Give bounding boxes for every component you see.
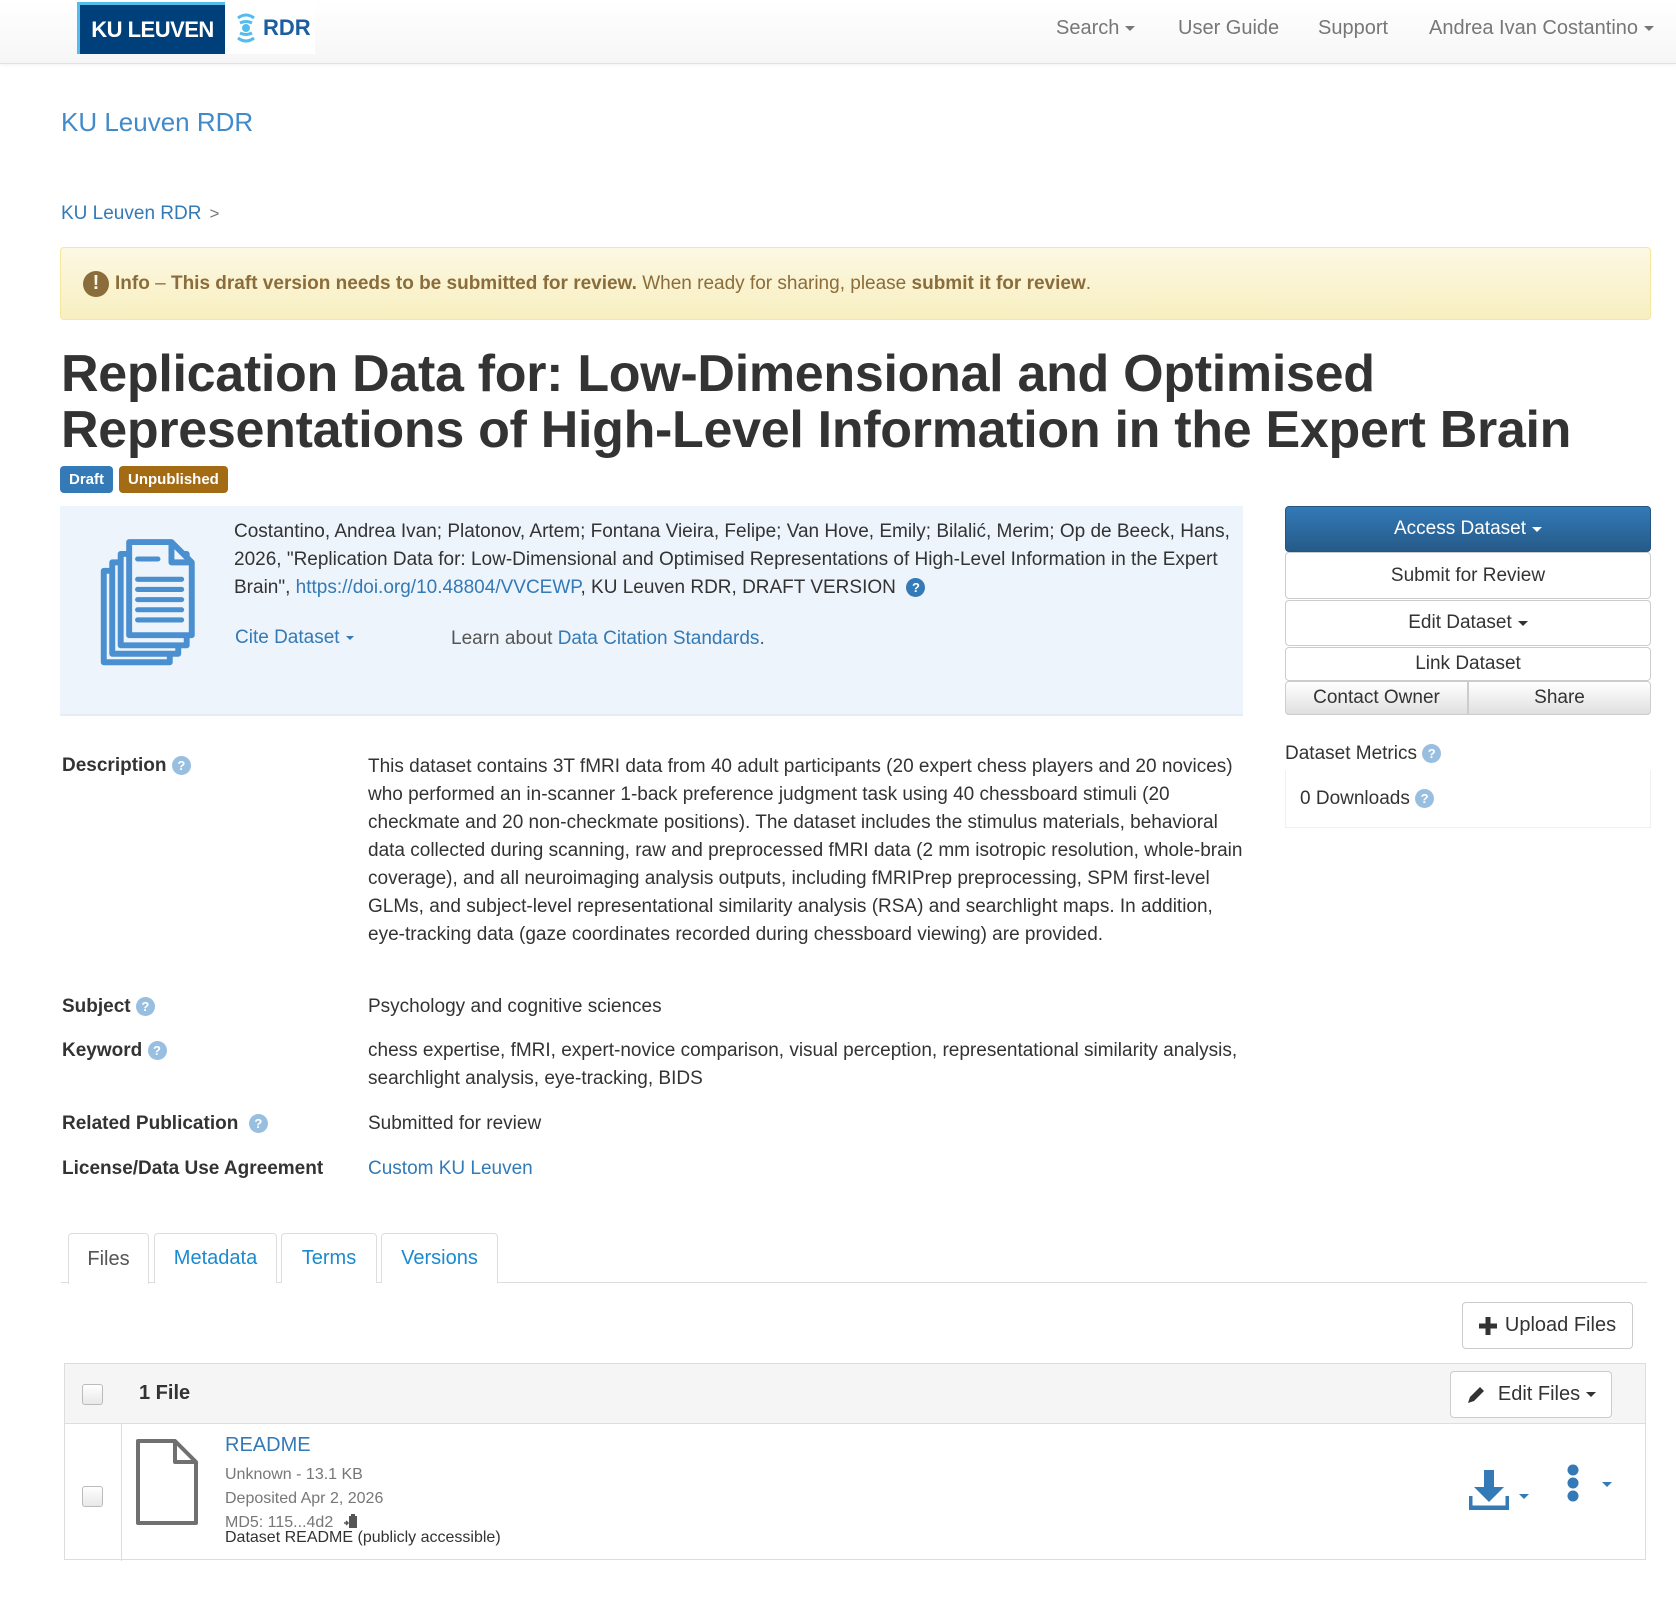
related-publication-label-text: Related Publication xyxy=(62,1113,239,1134)
site-title-link[interactable]: KU Leuven RDR xyxy=(61,107,254,137)
file-type-size: Unknown - 13.1 KB xyxy=(225,1466,363,1483)
nav-user-menu[interactable] xyxy=(1429,17,1654,40)
metrics-title-label: Dataset Metrics xyxy=(1285,743,1417,764)
question-circle-icon[interactable]: ? xyxy=(148,1041,167,1060)
question-circle-icon[interactable]: ? xyxy=(906,578,925,597)
question-circle-icon[interactable]: ? xyxy=(1422,744,1441,763)
learn-about-label: Learn about xyxy=(451,628,553,649)
pencil-icon xyxy=(1466,1385,1486,1405)
nav-search-dropdown[interactable] xyxy=(1056,17,1135,40)
keyword-label-text: Keyword xyxy=(62,1040,143,1061)
nav-support[interactable] xyxy=(1318,17,1388,40)
tab-terms-label: Terms xyxy=(301,1247,357,1269)
caret-down-icon xyxy=(1586,1392,1596,1397)
caret-down-icon xyxy=(1519,1494,1529,1499)
citation-authors: Costantino, Andrea Ivan; Platonov, Artem; Fontana Vieira, Felipe; Van Hove, Emily; Bilalić, Merim; Op de Beeck, Hans, 2026, "Replication Data for: Low-Dimensional and Optimised Representations of High-Level Information in the Expert Brain", xyxy=(234,521,1230,598)
alert-prefix: Info xyxy=(115,272,150,294)
file-icon xyxy=(135,1438,199,1526)
unpublished-badge: Unpublished xyxy=(119,466,228,493)
related-publication-value: Submitted for review xyxy=(368,1113,542,1134)
caret-down-icon xyxy=(1518,621,1528,626)
submit-for-review-button[interactable] xyxy=(1285,552,1651,599)
keyword-value: chess expertise, fMRI, expert-novice comparison, visual perception, representational similarity analysis, searchlight analysis, eye-tracking, BIDS xyxy=(368,1040,1238,1089)
alert-submit-link[interactable]: submit it for review xyxy=(911,272,1086,294)
learn-about-suffix: . xyxy=(759,628,765,649)
submit-for-review-label: Submit for Review xyxy=(1390,564,1546,586)
description-label xyxy=(62,755,191,777)
plus-icon xyxy=(1479,1317,1497,1335)
upload-files-label: Upload Files xyxy=(1504,1314,1617,1336)
caret-down-icon xyxy=(1644,26,1654,31)
subject-label xyxy=(62,996,155,1018)
logo-secondary-text: RDR xyxy=(263,15,311,40)
breadcrumb-separator: > xyxy=(209,204,220,223)
citation-text xyxy=(234,518,1234,602)
alert-dash: – xyxy=(155,272,166,294)
rdr-signal-icon xyxy=(233,10,259,46)
nav-user-guide[interactable] xyxy=(1178,17,1279,40)
caret-down-icon xyxy=(1602,1482,1612,1487)
tab-versions-label: Versions xyxy=(401,1247,478,1269)
edit-files-label: Edit Files xyxy=(1497,1383,1581,1405)
citation-box xyxy=(60,506,1243,716)
file-description: Dataset README (publicly accessible) xyxy=(225,1529,501,1546)
caret-down-icon xyxy=(1125,26,1135,31)
link-dataset-button[interactable] xyxy=(1285,647,1651,681)
question-circle-icon[interactable]: ? xyxy=(136,997,155,1016)
ku-leuven-logo[interactable] xyxy=(77,2,225,54)
draft-badge: Draft xyxy=(60,466,113,493)
exclamation-circle-icon: ! xyxy=(83,271,109,297)
subject-label-text: Subject xyxy=(62,996,131,1017)
caret-down-icon xyxy=(346,636,354,640)
question-circle-icon[interactable]: ? xyxy=(172,756,191,775)
keyword-label xyxy=(62,1040,167,1062)
metrics-box xyxy=(1285,770,1651,828)
file-row xyxy=(65,1424,1645,1561)
citation-publisher: , KU Leuven RDR, DRAFT VERSION xyxy=(580,577,896,598)
file-count: 1 File xyxy=(139,1382,191,1404)
data-citation-standards-link[interactable]: Data Citation Standards xyxy=(557,628,760,649)
tab-metadata-label: Metadata xyxy=(173,1247,258,1269)
file-deposited-date: Deposited Apr 2, 2026 xyxy=(225,1490,384,1507)
tab-files[interactable] xyxy=(68,1233,149,1284)
top-navbar xyxy=(0,0,1676,64)
vertical-ellipsis-icon xyxy=(1566,1464,1580,1504)
breadcrumb xyxy=(61,203,219,225)
nav-user-name: Andrea Ivan Costantino xyxy=(1429,17,1639,39)
cite-dataset-label: Cite Dataset xyxy=(235,627,340,648)
clipboard-copy-icon[interactable] xyxy=(344,1513,358,1529)
file-md5-value: MD5: 115...4d2 xyxy=(225,1514,334,1531)
caret-down-icon xyxy=(1532,527,1542,532)
tab-files-label: Files xyxy=(87,1247,130,1270)
rdr-logo[interactable] xyxy=(225,2,315,54)
dataset-metrics-title xyxy=(1285,743,1441,765)
dataset-title: Replication Data for: Low-Dimensional and Optimised Representations of High-Level Information in the Expert Brain xyxy=(61,345,1572,459)
learn-about-text xyxy=(451,628,765,650)
subject-value: Psychology and cognitive sciences xyxy=(368,996,662,1017)
file-select-checkbox[interactable] xyxy=(82,1486,103,1507)
downloads-count: 0 Downloads xyxy=(1300,788,1410,809)
contact-owner-button[interactable] xyxy=(1285,681,1468,715)
logo-primary-text: KU LEUVEN xyxy=(91,16,214,42)
tab-versions[interactable] xyxy=(381,1233,498,1283)
cell-divider xyxy=(121,1424,122,1561)
file-name-link[interactable]: README xyxy=(225,1434,311,1456)
files-table-header xyxy=(65,1364,1645,1424)
info-alert xyxy=(60,247,1651,320)
cite-dataset-dropdown[interactable] xyxy=(235,627,354,649)
upload-files-button[interactable] xyxy=(1462,1302,1633,1349)
alert-message: When ready for sharing, please xyxy=(642,272,907,294)
description-value: This dataset contains 3T fMRI data from 40 adult participants (20 expert chess players and 20 novices) who performed an in-scanner 1-back preference judgment task using 40 chessboard stimuli (20 checkmate and 20 non-checkmate positions). The dataset includes the stimulus materials, behavioral data collected during scanning, raw and preprocessed fMRI data (2 mm isotropic resolution, whole-brain coverage), and all neuroimaging analysis outputs, including fMRIPrep preprocessing, SPM first-level GLMs, and subject-level representational similarity analysis (RSA) and searchlight maps. In addition, eye-tracking data (gaze coordinates recorded during chessboard viewing) are provided. xyxy=(368,756,1243,945)
select-all-checkbox[interactable] xyxy=(82,1384,103,1405)
license-label-text: License/Data Use Agreement xyxy=(62,1158,324,1179)
file-options-menu-button[interactable] xyxy=(1566,1464,1626,1508)
share-label: Share xyxy=(1534,687,1585,708)
question-circle-icon[interactable]: ? xyxy=(249,1114,268,1133)
edit-dataset-button[interactable] xyxy=(1285,600,1651,646)
nav-support-label: Support xyxy=(1318,17,1389,39)
contact-owner-label: Contact Owner xyxy=(1313,687,1440,708)
files-table xyxy=(64,1363,1646,1560)
nav-user-guide-label: User Guide xyxy=(1178,17,1280,39)
license-label xyxy=(62,1158,323,1180)
breadcrumb-item-home[interactable]: KU Leuven RDR xyxy=(61,203,202,224)
related-publication-label xyxy=(62,1113,268,1135)
tab-metadata[interactable] xyxy=(154,1233,277,1283)
access-dataset-label: Access Dataset xyxy=(1394,518,1526,539)
download-file-button[interactable] xyxy=(1469,1470,1529,1514)
custom-ku-leuven-license-link[interactable]: Custom KU Leuven xyxy=(368,1158,533,1179)
download-icon xyxy=(1469,1470,1509,1510)
access-dataset-button[interactable] xyxy=(1285,506,1651,552)
question-circle-icon[interactable]: ? xyxy=(1415,789,1434,808)
share-button[interactable] xyxy=(1468,681,1651,715)
description-label-text: Description xyxy=(62,755,167,776)
doi-link[interactable]: https://doi.org/10.48804/VVCEWP xyxy=(295,577,581,598)
license-value xyxy=(368,1155,1243,1183)
link-dataset-label: Link Dataset xyxy=(1415,653,1521,674)
dataset-tabs xyxy=(61,1233,1647,1283)
document-stack-icon xyxy=(97,528,207,678)
edit-files-button[interactable] xyxy=(1450,1371,1612,1418)
edit-dataset-label: Edit Dataset xyxy=(1408,612,1512,633)
nav-search-label: Search xyxy=(1056,17,1120,39)
tab-terms[interactable] xyxy=(281,1233,377,1283)
alert-suffix: . xyxy=(1085,272,1092,294)
alert-bold-message: This draft version needs to be submitted for review. xyxy=(170,272,637,294)
